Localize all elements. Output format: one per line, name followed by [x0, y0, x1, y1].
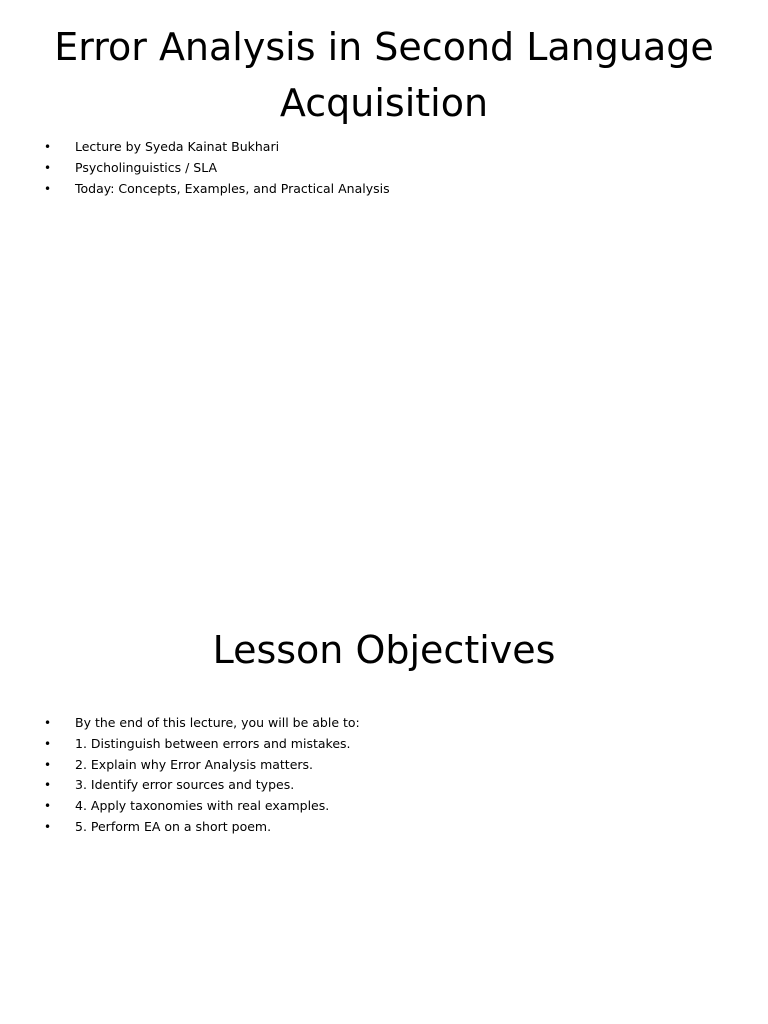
list-item-text: 2. Explain why Error Analysis matters.: [75, 756, 314, 772]
bullet-icon: •: [44, 181, 52, 196]
list-item: [40, 713, 740, 734]
list-item: [40, 158, 740, 179]
bullet-icon: •: [44, 160, 52, 175]
list-item: [40, 817, 740, 838]
list-item: [40, 775, 740, 796]
slide-title: Error Analysis in Second Language Acquisition: [54, 25, 714, 125]
bullet-list: [40, 137, 740, 199]
list-item-text: Today: Concepts, Examples, and Practical Analysis: [75, 180, 390, 196]
list-item: [40, 137, 740, 158]
bullet-icon: •: [44, 799, 52, 814]
bullet-icon: •: [44, 819, 52, 834]
list-item-text: 1. Distinguish between errors and mistakes.: [75, 735, 351, 751]
slide-lesson-objectives: [0, 512, 768, 1024]
list-item: [40, 734, 740, 755]
list-item: [40, 796, 740, 817]
bullet-icon: •: [44, 716, 52, 730]
list-item-text: 4. Apply taxonomies with real examples.: [75, 798, 330, 814]
slide-title: Lesson Objectives: [212, 628, 556, 672]
list-item-text: Psycholinguistics / SLA: [75, 159, 218, 175]
bullet-icon: •: [44, 140, 52, 154]
list-item: [40, 179, 740, 200]
bullet-icon: •: [44, 778, 52, 793]
list-item-text: 5. Perform EA on a short poem.: [75, 818, 272, 834]
list-item-text: Lecture by Syeda Kainat Bukhari: [75, 139, 280, 154]
list-item-text: 3. Identify error sources and types.: [75, 777, 295, 793]
bullet-list: [40, 713, 740, 838]
list-item: [40, 755, 740, 776]
bullet-icon: •: [44, 757, 52, 772]
bullet-icon: •: [44, 736, 52, 751]
list-item-text: By the end of this lecture, you will be able to:: [75, 715, 360, 730]
